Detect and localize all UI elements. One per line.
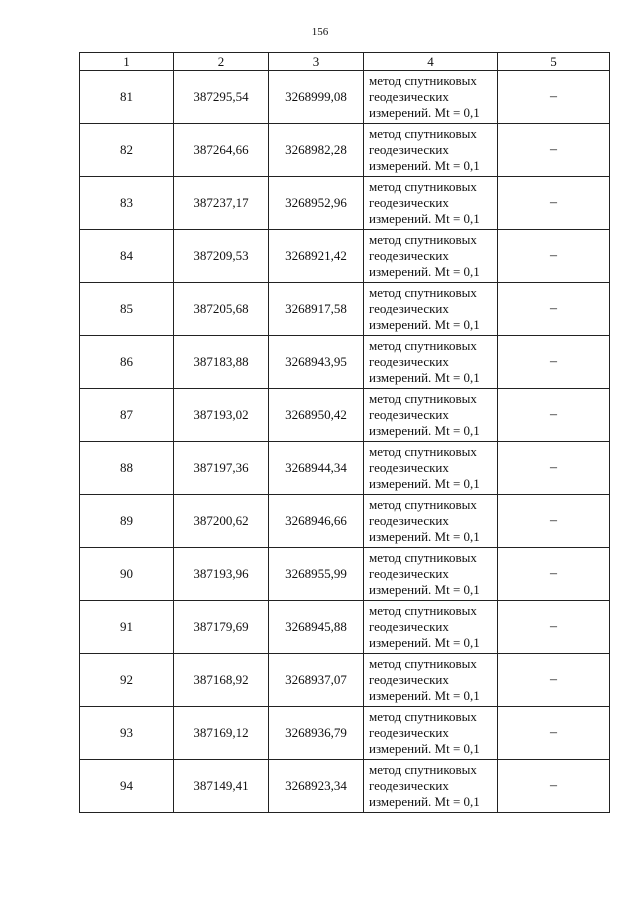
method-line: геодезических bbox=[369, 672, 449, 687]
x-coordinate-cell: 387209,53 bbox=[174, 230, 269, 283]
method-cell bbox=[364, 654, 498, 707]
method-line: геодезических bbox=[369, 89, 449, 104]
table-body bbox=[80, 71, 610, 813]
point-number-cell: 88 bbox=[80, 442, 174, 495]
method-line: метод спутниковых bbox=[369, 550, 477, 565]
x-coordinate-cell: 387168,92 bbox=[174, 654, 269, 707]
y-coordinate-cell: 3268923,34 bbox=[269, 760, 364, 813]
method-line: метод спутниковых bbox=[369, 603, 477, 618]
method-line: измерений. Mt = 0,1 bbox=[369, 370, 480, 385]
note-cell: – bbox=[498, 71, 610, 124]
y-coordinate-cell: 3268945,88 bbox=[269, 601, 364, 654]
x-coordinate-cell: 387193,02 bbox=[174, 389, 269, 442]
method-line: геодезических bbox=[369, 619, 449, 634]
note-cell: – bbox=[498, 760, 610, 813]
note-cell: – bbox=[498, 336, 610, 389]
point-number-cell: 94 bbox=[80, 760, 174, 813]
y-coordinate-cell: 3268999,08 bbox=[269, 71, 364, 124]
note-cell: – bbox=[498, 177, 610, 230]
x-coordinate-cell: 387169,12 bbox=[174, 707, 269, 760]
method-line: измерений. Mt = 0,1 bbox=[369, 317, 480, 332]
note-cell: – bbox=[498, 548, 610, 601]
point-number-cell: 87 bbox=[80, 389, 174, 442]
point-number-cell: 90 bbox=[80, 548, 174, 601]
method-cell bbox=[364, 760, 498, 813]
method-line: геодезических bbox=[369, 513, 449, 528]
point-number-cell: 91 bbox=[80, 601, 174, 654]
method-line: геодезических bbox=[369, 460, 449, 475]
x-coordinate-cell: 387205,68 bbox=[174, 283, 269, 336]
table-row bbox=[80, 336, 610, 389]
method-cell bbox=[364, 548, 498, 601]
method-line: геодезических bbox=[369, 142, 449, 157]
x-coordinate-cell: 387179,69 bbox=[174, 601, 269, 654]
note-cell: – bbox=[498, 442, 610, 495]
method-line: метод спутниковых bbox=[369, 444, 477, 459]
point-number-cell: 92 bbox=[80, 654, 174, 707]
method-line: измерений. Mt = 0,1 bbox=[369, 211, 480, 226]
method-line: геодезических bbox=[369, 778, 449, 793]
note-cell: – bbox=[498, 389, 610, 442]
method-cell bbox=[364, 230, 498, 283]
method-line: метод спутниковых bbox=[369, 285, 477, 300]
table-row bbox=[80, 601, 610, 654]
header-col-1: 1 bbox=[80, 53, 174, 71]
method-line: метод спутниковых bbox=[369, 497, 477, 512]
table-row bbox=[80, 177, 610, 230]
x-coordinate-cell: 387193,96 bbox=[174, 548, 269, 601]
method-line: метод спутниковых bbox=[369, 179, 477, 194]
point-number-cell: 82 bbox=[80, 124, 174, 177]
x-coordinate-cell: 387264,66 bbox=[174, 124, 269, 177]
note-cell: – bbox=[498, 230, 610, 283]
method-line: геодезических bbox=[369, 195, 449, 210]
table-row bbox=[80, 71, 610, 124]
point-number-cell: 84 bbox=[80, 230, 174, 283]
point-number-cell: 81 bbox=[80, 71, 174, 124]
method-line: измерений. Mt = 0,1 bbox=[369, 635, 480, 650]
table-row bbox=[80, 124, 610, 177]
x-coordinate-cell: 387183,88 bbox=[174, 336, 269, 389]
method-line: геодезических bbox=[369, 725, 449, 740]
x-coordinate-cell: 387149,41 bbox=[174, 760, 269, 813]
note-cell: – bbox=[498, 124, 610, 177]
y-coordinate-cell: 3268936,79 bbox=[269, 707, 364, 760]
method-line: измерений. Mt = 0,1 bbox=[369, 264, 480, 279]
method-line: геодезических bbox=[369, 248, 449, 263]
y-coordinate-cell: 3268943,95 bbox=[269, 336, 364, 389]
point-number-cell: 89 bbox=[80, 495, 174, 548]
y-coordinate-cell: 3268952,96 bbox=[269, 177, 364, 230]
table-row bbox=[80, 654, 610, 707]
method-line: метод спутниковых bbox=[369, 73, 477, 88]
point-number-cell: 93 bbox=[80, 707, 174, 760]
table-row bbox=[80, 442, 610, 495]
note-cell: – bbox=[498, 601, 610, 654]
method-line: геодезических bbox=[369, 301, 449, 316]
point-number-cell: 85 bbox=[80, 283, 174, 336]
method-line: измерений. Mt = 0,1 bbox=[369, 688, 480, 703]
x-coordinate-cell: 387197,36 bbox=[174, 442, 269, 495]
header-col-5: 5 bbox=[498, 53, 610, 71]
y-coordinate-cell: 3268944,34 bbox=[269, 442, 364, 495]
note-cell: – bbox=[498, 495, 610, 548]
method-cell bbox=[364, 601, 498, 654]
x-coordinate-cell: 387237,17 bbox=[174, 177, 269, 230]
method-line: метод спутниковых bbox=[369, 338, 477, 353]
table-header bbox=[80, 53, 610, 71]
y-coordinate-cell: 3268955,99 bbox=[269, 548, 364, 601]
page-number: 156 bbox=[311, 26, 329, 38]
method-line: измерений. Mt = 0,1 bbox=[369, 423, 480, 438]
table-row bbox=[80, 230, 610, 283]
table-row bbox=[80, 548, 610, 601]
coordinates-table bbox=[79, 52, 610, 813]
method-line: измерений. Mt = 0,1 bbox=[369, 794, 480, 809]
method-line: измерений. Mt = 0,1 bbox=[369, 105, 480, 120]
point-number-cell: 83 bbox=[80, 177, 174, 230]
method-cell bbox=[364, 389, 498, 442]
note-cell: – bbox=[498, 283, 610, 336]
method-cell bbox=[364, 283, 498, 336]
method-cell bbox=[364, 177, 498, 230]
note-cell: – bbox=[498, 654, 610, 707]
method-line: измерений. Mt = 0,1 bbox=[369, 582, 480, 597]
header-col-2: 2 bbox=[174, 53, 269, 71]
header-col-4: 4 bbox=[364, 53, 498, 71]
y-coordinate-cell: 3268950,42 bbox=[269, 389, 364, 442]
table-row bbox=[80, 707, 610, 760]
method-cell bbox=[364, 124, 498, 177]
method-line: геодезических bbox=[369, 354, 449, 369]
method-line: геодезических bbox=[369, 407, 449, 422]
method-line: метод спутниковых bbox=[369, 656, 477, 671]
table-row bbox=[80, 760, 610, 813]
method-line: метод спутниковых bbox=[369, 709, 477, 724]
method-line: метод спутниковых bbox=[369, 391, 477, 406]
method-line: измерений. Mt = 0,1 bbox=[369, 476, 480, 491]
y-coordinate-cell: 3268917,58 bbox=[269, 283, 364, 336]
method-cell bbox=[364, 336, 498, 389]
method-line: измерений. Mt = 0,1 bbox=[369, 741, 480, 756]
method-line: геодезических bbox=[369, 566, 449, 581]
method-line: метод спутниковых bbox=[369, 126, 477, 141]
method-line: измерений. Mt = 0,1 bbox=[369, 158, 480, 173]
point-number-cell: 86 bbox=[80, 336, 174, 389]
y-coordinate-cell: 3268937,07 bbox=[269, 654, 364, 707]
note-cell: – bbox=[498, 707, 610, 760]
method-cell bbox=[364, 71, 498, 124]
header-row bbox=[80, 53, 610, 71]
x-coordinate-cell: 387295,54 bbox=[174, 71, 269, 124]
table-row bbox=[80, 389, 610, 442]
x-coordinate-cell: 387200,62 bbox=[174, 495, 269, 548]
y-coordinate-cell: 3268921,42 bbox=[269, 230, 364, 283]
method-line: метод спутниковых bbox=[369, 232, 477, 247]
method-cell bbox=[364, 707, 498, 760]
y-coordinate-cell: 3268982,28 bbox=[269, 124, 364, 177]
method-line: измерений. Mt = 0,1 bbox=[369, 529, 480, 544]
header-col-3: 3 bbox=[269, 53, 364, 71]
table-row bbox=[80, 495, 610, 548]
method-cell bbox=[364, 495, 498, 548]
method-line: метод спутниковых bbox=[369, 762, 477, 777]
method-cell bbox=[364, 442, 498, 495]
y-coordinate-cell: 3268946,66 bbox=[269, 495, 364, 548]
table-row bbox=[80, 283, 610, 336]
